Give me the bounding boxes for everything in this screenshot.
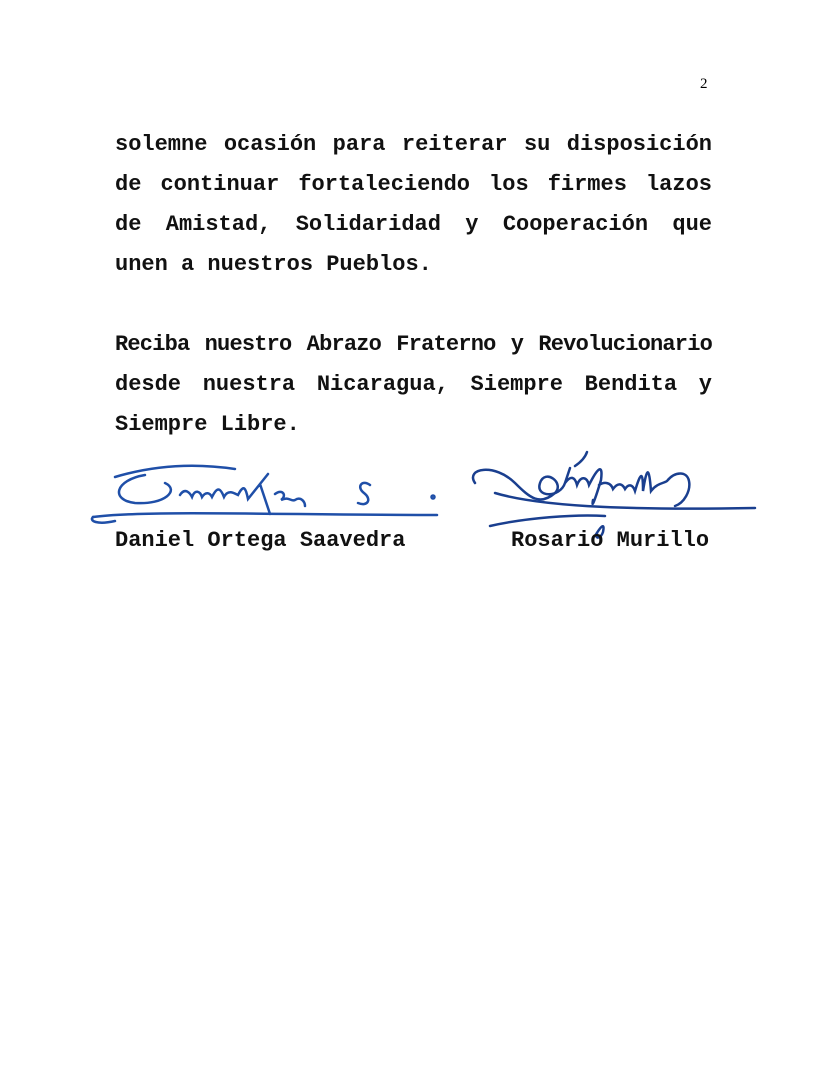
text-line: desde nuestra Nicaragua, Siempre Bendita y bbox=[115, 372, 712, 397]
signature-daniel-ortega bbox=[85, 455, 445, 530]
page-number: 2 bbox=[700, 76, 708, 92]
signatory-name: Daniel Ortega Saavedra bbox=[115, 528, 406, 553]
text-line: unen a nuestros Pueblos. bbox=[115, 252, 432, 277]
text-line: Reciba nuestro Abrazo Fraterno y Revolucionario bbox=[115, 332, 712, 357]
text-line: Siempre Libre. bbox=[115, 412, 300, 437]
signatory-name: Rosario Murillo bbox=[511, 528, 710, 553]
text-line: de continuar fortaleciendo los firmes lazos bbox=[115, 172, 712, 197]
text-line: solemne ocasión para reiterar su disposición bbox=[115, 132, 712, 157]
text-line: de Amistad, Solidaridad y Cooperación que bbox=[115, 212, 712, 237]
